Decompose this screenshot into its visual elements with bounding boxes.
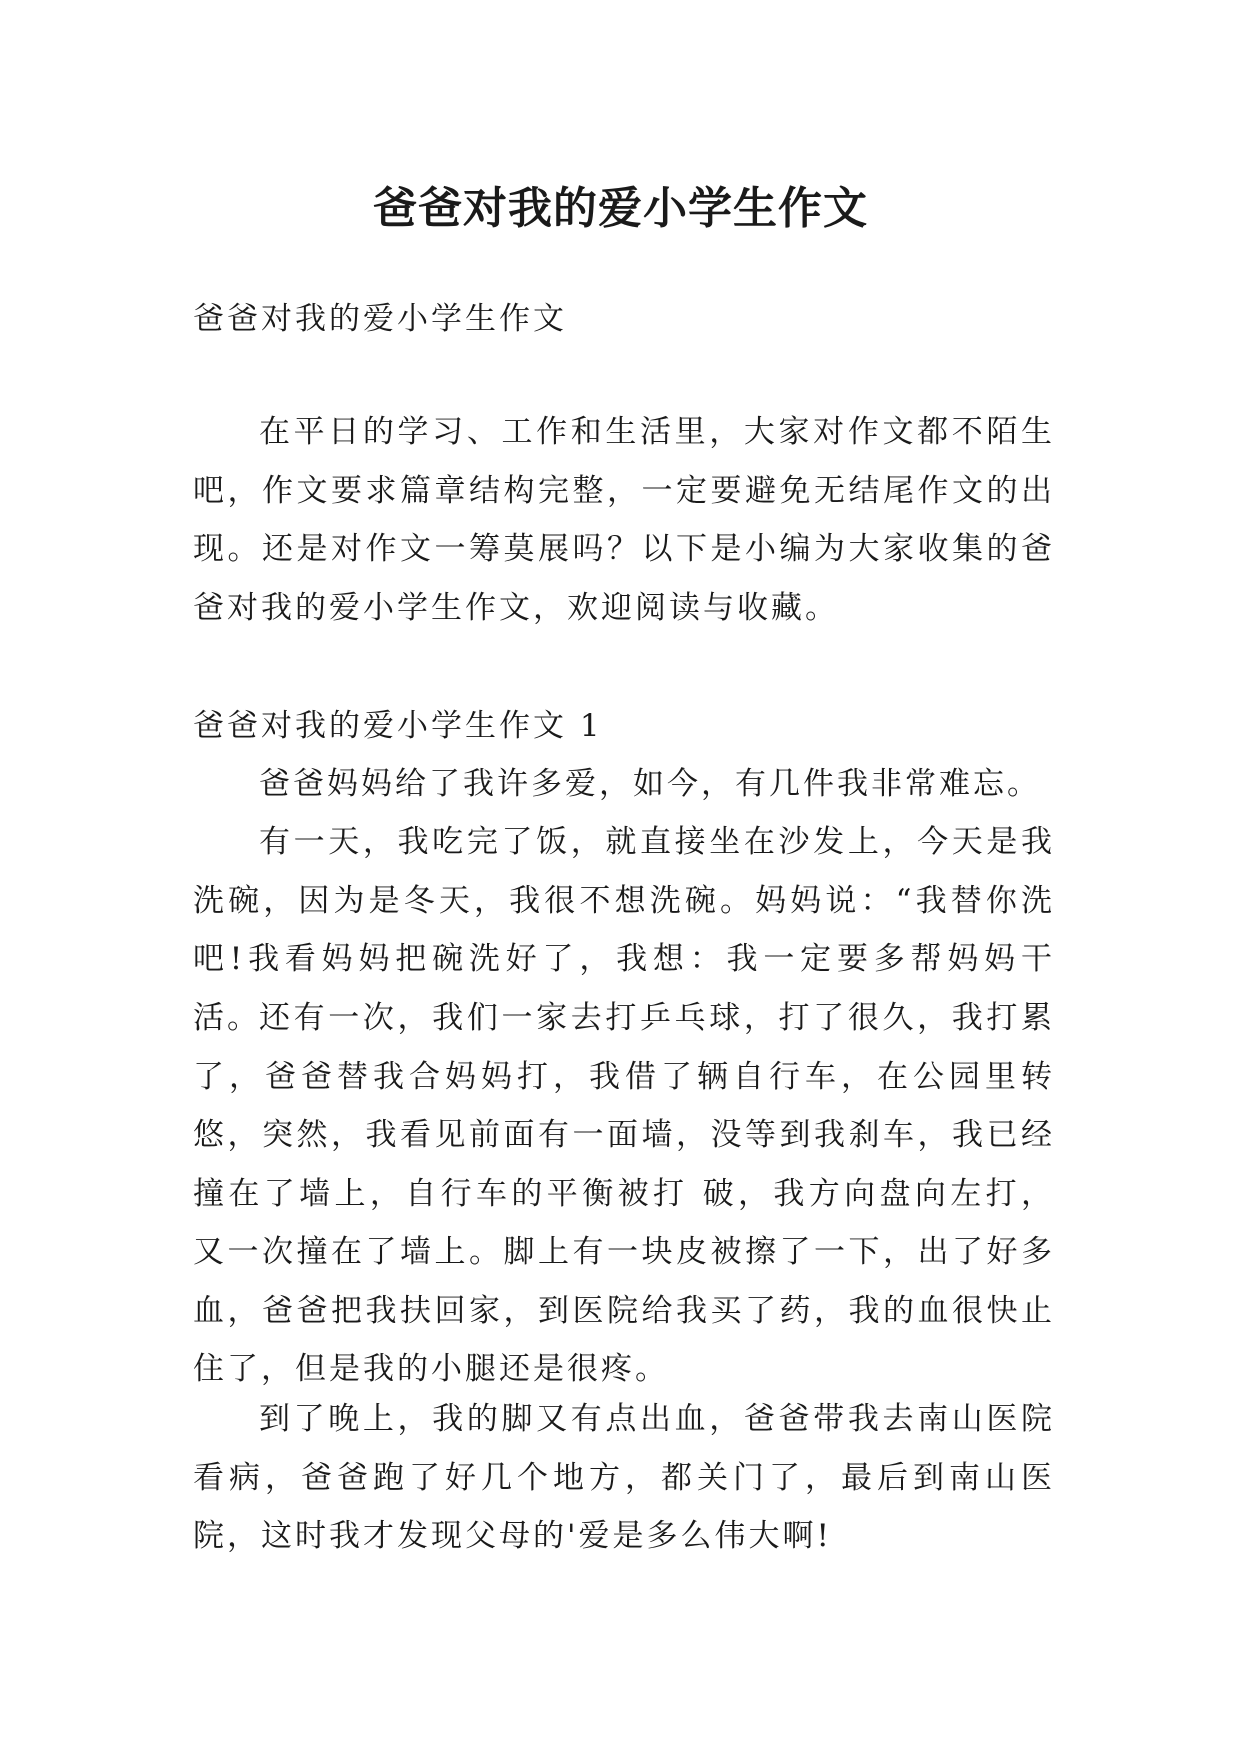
essay-paragraph-3: 还有一次，我们一家去打乒乓球，打了很久，我打累了，爸爸替我合妈妈打，我借了辆自行车，在公园里转悠，突然，我看见前面有一面墙，没等到我刹车，我已经撞在了墙上，自行车的平衡被打 破，我方向盘向左打，又一次撞在了墙上。脚上有一块皮被擦了一下，出了好多血，爸爸把我扶回家，到医院给我买了药，我的血很快止住了，但是我的小腿还是很疼。 bbox=[193, 1000, 1055, 1387]
essay-paragraph-4: 到了晚上，我的脚又有点出血，爸爸带我去南山医院看病，爸爸跑了好几个地方，都关门了，最后到南山医院，这时我才发现父母的'爱是多么伟大啊! bbox=[193, 1401, 1055, 1554]
essay-paragraph-2: 有一天，我吃完了饭，就直接坐在沙发上，今天是我洗碗，因为是冬天，我很不想洗碗。妈妈说：“我替你洗吧!我看妈妈把碗洗好了，我想：我一定要多帮妈妈干活。 bbox=[193, 824, 1055, 1036]
intro-paragraph: 在平日的学习、工作和生活里，大家对作文都不陌生吧，作文要求篇章结构完整，一定要避免无结尾作文的出现。还是对作文一筹莫展吗？以下是小编为大家收集的爸爸对我的爱小学生作文，欢迎阅读与收藏。 bbox=[193, 414, 1055, 626]
document-subtitle: 爸爸对我的爱小学生作文 bbox=[193, 301, 567, 337]
essay-paragraph-1: 爸爸妈妈给了我许多爱，如今，有几件我非常难忘。 bbox=[259, 766, 1041, 802]
section-heading: 爸爸对我的爱小学生作文 1 bbox=[193, 708, 603, 744]
document-title: 爸爸对我的爱小学生作文 bbox=[373, 183, 868, 235]
